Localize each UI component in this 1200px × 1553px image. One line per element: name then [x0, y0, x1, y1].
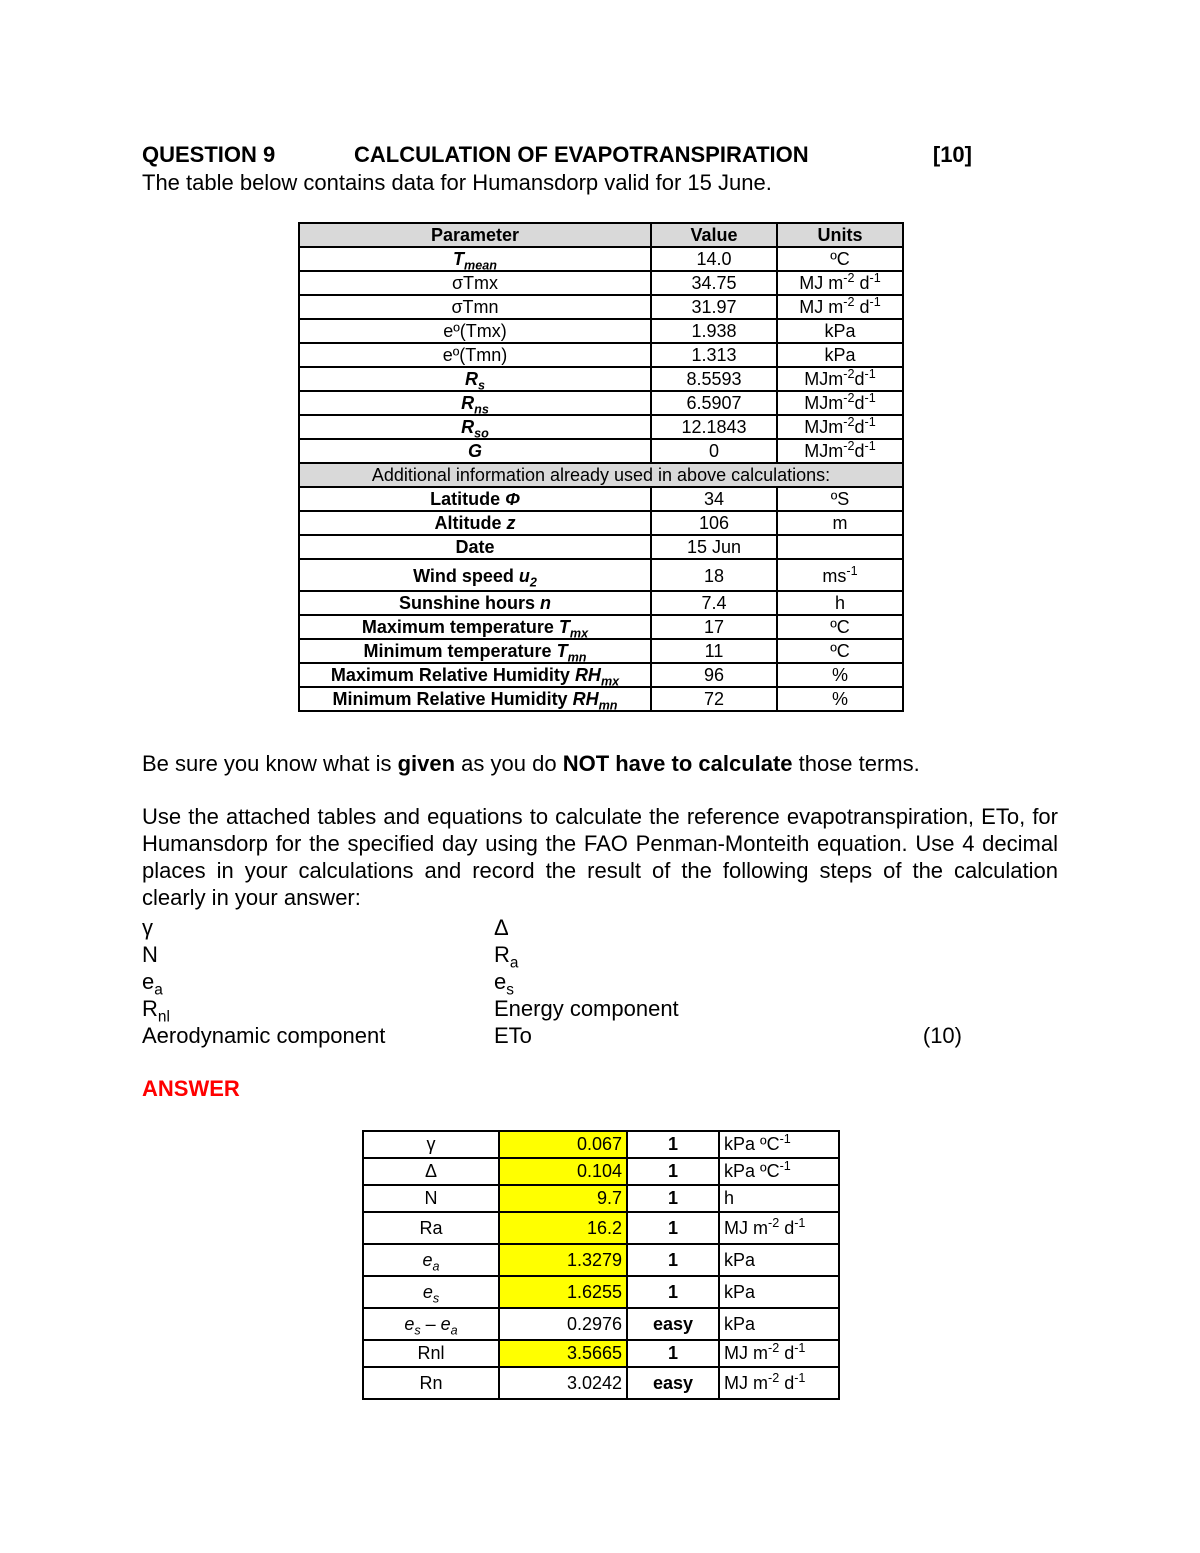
param-units: %: [777, 687, 903, 711]
ans-value: 0.2976: [499, 1308, 627, 1340]
table-row: [299, 639, 903, 663]
ans-mark: 1: [627, 1212, 719, 1244]
answer-table: [362, 1130, 840, 1400]
table-row: [299, 559, 903, 591]
param-value: 31.97: [651, 295, 777, 319]
table-row: [363, 1367, 839, 1399]
table-row: [299, 295, 903, 319]
ans-value: 1.6255: [499, 1276, 627, 1308]
param-value: 8.5593: [651, 367, 777, 391]
table-row: [299, 271, 903, 295]
ans-mark: 1: [627, 1158, 719, 1185]
table-row: [299, 439, 903, 463]
table-row: [363, 1158, 839, 1185]
list-item: [142, 996, 962, 1026]
table-row: [299, 391, 903, 415]
param-value: 15 Jun: [651, 535, 777, 559]
param-value: 7.4: [651, 591, 777, 615]
ans-symbol: N: [363, 1185, 499, 1212]
param-tmin: Minimum temperature $T_{mn}$: [299, 639, 651, 663]
param-value: 34.75: [651, 271, 777, 295]
param-tmean: $T_{mean}$: [299, 247, 651, 271]
param-wind-speed: Wind speed $u_2$: [299, 559, 651, 591]
param-units: [777, 535, 903, 559]
param-value: 17: [651, 615, 777, 639]
param-value: 0: [651, 439, 777, 463]
param-sunshine: Sunshine hours n: [299, 591, 651, 615]
ans-mark: 1: [627, 1244, 719, 1276]
param-value: 34: [651, 487, 777, 511]
param-units: %: [777, 663, 903, 687]
param-g: G: [299, 439, 651, 463]
ans-units: MJ $m^{-2}$ $d^{-1}$: [719, 1340, 839, 1367]
table-row: [299, 247, 903, 271]
header-parameter: Parameter: [299, 223, 651, 247]
param-latitude: Latitude Φ: [299, 487, 651, 511]
param-units: $MJm^{-2}d^{-1}$: [777, 439, 903, 463]
step-ea: $e_a$: [142, 969, 163, 999]
question-marks: [10]: [932, 142, 972, 167]
param-units: kPa: [777, 319, 903, 343]
param-units: MJ $m^{-2}$ $d^{-1}$: [777, 295, 903, 319]
ans-units: h: [719, 1185, 839, 1212]
param-units: ºS: [777, 487, 903, 511]
param-value: 11: [651, 639, 777, 663]
table-row: [363, 1244, 839, 1276]
table-row: [299, 591, 903, 615]
step-delta: Δ: [494, 915, 509, 940]
ans-mark: 1: [627, 1340, 719, 1367]
question-intro: The table below contains data for Humansdorp valid for 15 June.: [142, 170, 772, 195]
ans-symbol-es-ea: $e_s - e_a$: [363, 1308, 499, 1340]
ans-units: MJ $m^{-2}$ $d^{-1}$: [719, 1212, 839, 1244]
param-units: m: [777, 511, 903, 535]
given-note: Be sure you know what is given as you do NOT have to calculate those terms.: [142, 751, 920, 776]
table-row: [299, 319, 903, 343]
param-name: eº(Tmn): [299, 343, 651, 367]
additional-info-header: Additional information already used in above calculations:: [299, 463, 903, 487]
param-units: MJ $m^{-2}$ $d^{-1}$: [777, 271, 903, 295]
step-gamma: γ: [142, 915, 153, 940]
ans-symbol: Ra: [363, 1212, 499, 1244]
table-row: [363, 1308, 839, 1340]
ans-symbol: Rnl: [363, 1340, 499, 1367]
param-value: 12.1843: [651, 415, 777, 439]
ans-value: 16.2: [499, 1212, 627, 1244]
question-title: CALCULATION OF EVAPOTRANSPIRATION: [354, 142, 809, 167]
param-value: 1.938: [651, 319, 777, 343]
param-units: ºC: [777, 615, 903, 639]
table-row: [299, 687, 903, 711]
ans-units: kPa: [719, 1244, 839, 1276]
ans-units: kPa: [719, 1276, 839, 1308]
param-units: $MJm^{-2}d^{-1}$: [777, 367, 903, 391]
table-row: [363, 1212, 839, 1244]
param-units: h: [777, 591, 903, 615]
ans-symbol-ea: $e_a$: [363, 1244, 499, 1276]
table-row: [299, 367, 903, 391]
list-item: [142, 915, 962, 942]
step-es: $e_s$: [494, 969, 514, 999]
ans-symbol: Rn: [363, 1367, 499, 1399]
param-name: σTmn: [299, 295, 651, 319]
param-rns: $R_{ns}$: [299, 391, 651, 415]
table-row: [363, 1276, 839, 1308]
param-rs: $R_s$: [299, 367, 651, 391]
table-row: [299, 535, 903, 559]
list-item: [142, 969, 962, 999]
table-row: [363, 1340, 839, 1367]
table-row: [363, 1185, 839, 1212]
param-name: σTmx: [299, 271, 651, 295]
ans-value: 0.067: [499, 1131, 627, 1158]
step-energy: Energy component: [494, 996, 679, 1021]
param-altitude: Altitude z: [299, 511, 651, 535]
table-row: [299, 663, 903, 687]
list-item: [142, 1023, 962, 1050]
ans-units: kPa ºC$^{-1}$: [719, 1158, 839, 1185]
ans-mark: 1: [627, 1185, 719, 1212]
ans-mark: 1: [627, 1276, 719, 1308]
param-units: kPa: [777, 343, 903, 367]
ans-value: 9.7: [499, 1185, 627, 1212]
ans-mark: 1: [627, 1131, 719, 1158]
ans-units: MJ $m^{-2}$ $d^{-1}$: [719, 1367, 839, 1399]
param-name: eº(Tmx): [299, 319, 651, 343]
table-header-row: [299, 223, 903, 247]
header-units: Units: [777, 223, 903, 247]
param-rhmin: Minimum Relative Humidity $RH_{mn}$: [299, 687, 651, 711]
param-value: 1.313: [651, 343, 777, 367]
ans-value: 0.104: [499, 1158, 627, 1185]
step-n: N: [142, 942, 158, 967]
table-row: [299, 511, 903, 535]
step-aero: Aerodynamic component: [142, 1023, 386, 1048]
steps-marks: (10): [922, 1023, 962, 1048]
ans-symbol: Δ: [363, 1158, 499, 1185]
ans-symbol: γ: [363, 1131, 499, 1158]
param-units: $MJm^{-2}d^{-1}$: [777, 391, 903, 415]
ans-value: 3.0242: [499, 1367, 627, 1399]
ans-mark: easy: [627, 1308, 719, 1340]
param-value: 6.5907: [651, 391, 777, 415]
table-row: [299, 487, 903, 511]
header-value: Value: [651, 223, 777, 247]
ans-value: 1.3279: [499, 1244, 627, 1276]
answer-label: ANSWER: [142, 1076, 240, 1101]
ans-mark: easy: [627, 1367, 719, 1399]
param-units: $MJm^{-2}d^{-1}$: [777, 415, 903, 439]
param-value: 18: [651, 559, 777, 591]
ans-units: kPa ºC$^{-1}$: [719, 1131, 839, 1158]
table-row: [299, 415, 903, 439]
ans-value: 3.5665: [499, 1340, 627, 1367]
param-units: ºC: [777, 247, 903, 271]
parameter-table: [298, 222, 904, 712]
param-value: 14.0: [651, 247, 777, 271]
param-rso: $R_{so}$: [299, 415, 651, 439]
list-item: [142, 942, 962, 972]
instructions-paragraph: Use the attached tables and equations to calculate the reference evapotranspiration, ETo, for Humansdorp for the specified day using the FAO Penman-Monteith equation. Use 4 decimal places in your calculations and record the result of the following steps of the calculation clearly in your answer:: [142, 804, 1058, 910]
table-row: [299, 343, 903, 367]
ans-units: kPa: [719, 1308, 839, 1340]
table-row: [363, 1131, 839, 1158]
step-ra: $R_a$: [494, 942, 519, 972]
param-value: 106: [651, 511, 777, 535]
table-row: [299, 615, 903, 639]
question-number: QUESTION 9: [142, 142, 276, 167]
additional-info-row: [299, 463, 903, 487]
param-value: 96: [651, 663, 777, 687]
ans-symbol-es: $e_s$: [363, 1276, 499, 1308]
param-units: ºC: [777, 639, 903, 663]
param-date: Date: [299, 535, 651, 559]
step-rnl: $R_{nl}$: [142, 996, 170, 1026]
param-tmax: Maximum temperature $T_{mx}$: [299, 615, 651, 639]
param-value: 72: [651, 687, 777, 711]
param-rhmax: Maximum Relative Humidity $RH_{mx}$: [299, 663, 651, 687]
question-heading: [142, 142, 972, 170]
param-units: $ms^{-1}$: [777, 559, 903, 591]
steps-list: [142, 915, 962, 1050]
step-eto: ETo: [494, 1023, 532, 1048]
